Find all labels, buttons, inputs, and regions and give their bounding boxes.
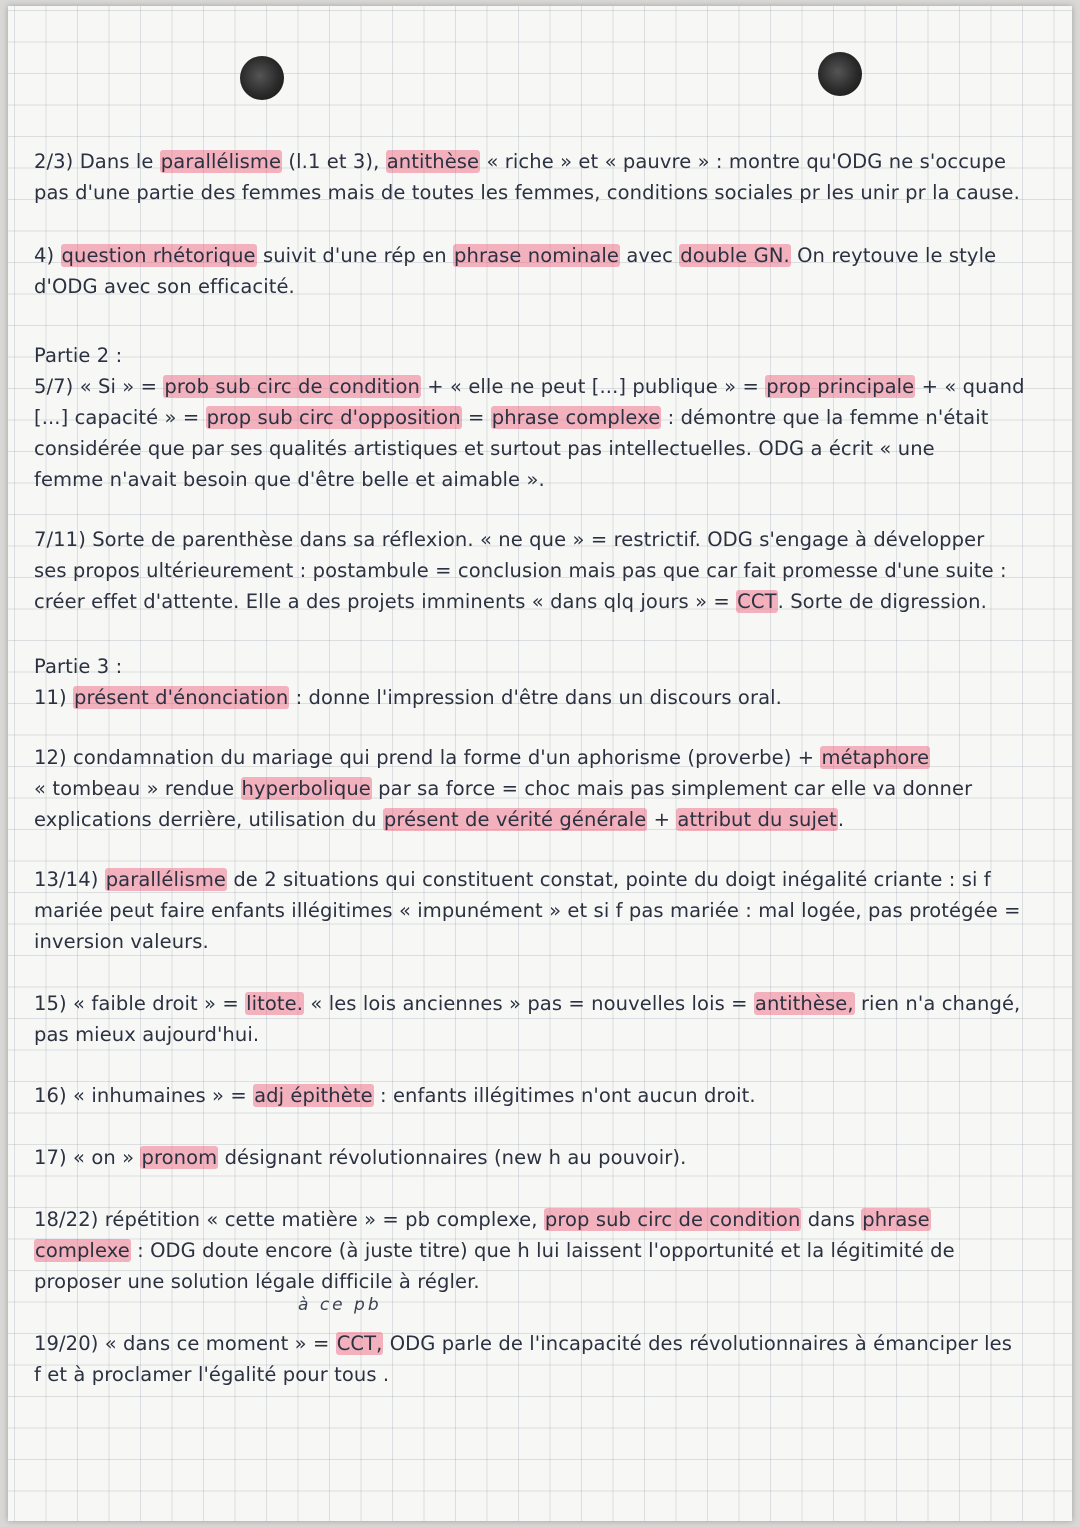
text-line: d'ODG avec son efficacité.: [34, 275, 295, 298]
text: de 2 situations qui constituent constat, pointe du doigt inégalité criante : si f: [227, 868, 991, 891]
highlight: présent de vérité générale: [383, 808, 647, 831]
text: : ODG doute encore (à juste titre) que h lui laissent l'opportunité et la légitimité de: [130, 1239, 955, 1262]
highlight: complexe: [35, 1239, 130, 1262]
text: 19/20) « dans ce moment » =: [34, 1332, 336, 1355]
paragraph-4: [34, 240, 1052, 302]
text: =: [461, 406, 491, 429]
text: 4): [34, 244, 61, 267]
binder-hole-right: [818, 52, 862, 96]
text-line: ses propos ultérieurement : postambule = conclusion mais pas que car fait promesse d'une suite :: [34, 559, 1007, 582]
highlight: CCT,: [336, 1332, 383, 1355]
highlight: antithèse: [386, 150, 480, 173]
text: 18/22) répétition « cette matière » = pb complexe,: [34, 1208, 544, 1231]
text-line: 7/11) Sorte de parenthèse dans sa réflexion. « ne que » = restrictif. ODG s'engage à développer: [34, 528, 985, 551]
highlight: hyperbolique: [241, 777, 371, 800]
text: + « quand: [915, 375, 1025, 398]
text: rien n'a changé,: [854, 992, 1021, 1015]
paragraph-16: [34, 1080, 1052, 1111]
text: On reytouve le style: [790, 244, 997, 267]
text: « riche » et « pauvre » : montre qu'ODG ne s'occupe: [480, 150, 1007, 173]
text: dans: [801, 1208, 862, 1231]
highlight: phrase nominale: [454, 244, 620, 267]
text: : enfants illégitimes n'ont aucun droit.: [373, 1084, 756, 1107]
highlight: prop principale: [766, 375, 915, 398]
text: ODG parle de l'incapacité des révolutionnaires à émanciper les: [383, 1332, 1013, 1355]
section-partie-3: [34, 651, 1052, 713]
text-line: femme n'avait besoin que d'être belle et aimable ».: [34, 468, 545, 491]
text: +: [647, 808, 677, 831]
text: 17) « on »: [34, 1146, 141, 1169]
text: 5/7) « Si » =: [34, 375, 164, 398]
text-line: f et à proclamer l'égalité pour tous .: [34, 1363, 390, 1386]
text-line: pas mieux aujourd'hui.: [34, 1023, 260, 1046]
text: 12) condamnation du mariage qui prend la forme d'un aphorisme (proverbe) +: [34, 746, 821, 769]
highlight: attribut du sujet: [677, 808, 837, 831]
text: .: [837, 808, 845, 831]
text: 13/14): [34, 868, 105, 891]
text: : démontre que la femme n'était: [661, 406, 989, 429]
paragraph-19-20: [34, 1328, 1052, 1390]
text: (l.1 et 3),: [282, 150, 386, 173]
highlight: pronom: [141, 1146, 218, 1169]
text: par sa force = choc mais pas simplement car elle va donner: [371, 777, 973, 800]
text-line: proposer une solution légale difficile à régler.: [34, 1270, 480, 1293]
paragraph-13-14: [34, 864, 1052, 957]
highlight: antithèse,: [754, 992, 854, 1015]
highlight: prop sub circ d'opposition: [206, 406, 461, 429]
section-heading: Partie 3 :: [34, 655, 123, 678]
highlight: parallélisme: [105, 868, 227, 891]
highlight: phrase complexe: [491, 406, 661, 429]
text: « les lois anciennes » pas = nouvelles lois =: [304, 992, 754, 1015]
text: suivit d'une rép en: [256, 244, 454, 267]
highlight: parallélisme: [160, 150, 282, 173]
text: désignant révolutionnaires (new h au pouvoir).: [218, 1146, 687, 1169]
text-line: mariée peut faire enfants illégitimes « impunément » et si f pas mariée : mal logée, pas protégée =: [34, 899, 1021, 922]
text-line: considérée que par ses qualités artistiques et surtout pas intellectuelles. ODG a écrit « une: [34, 437, 935, 460]
text: créer effet d'attente. Elle a des projets imminents « dans qlq jours » =: [34, 590, 737, 613]
text: : donne l'impression d'être dans un discours oral.: [289, 686, 782, 709]
text: + « elle ne peut [...] publique » =: [420, 375, 766, 398]
text-line: pas d'une partie des femmes mais de toutes les femmes, conditions sociales pr les unir pr la cause.: [34, 181, 1020, 204]
notebook-page: [8, 6, 1072, 1521]
highlight: adj épithète: [254, 1084, 373, 1107]
paragraph-15: [34, 988, 1052, 1050]
highlight: double GN.: [680, 244, 790, 267]
section-partie-2: [34, 340, 1052, 495]
handwritten-annotation: à ce pb: [298, 1295, 382, 1315]
highlight: prob sub circ de condition: [164, 375, 420, 398]
highlight: métaphore: [821, 746, 930, 769]
paragraph-12: [34, 742, 1052, 835]
paragraph-7-11: [34, 524, 1052, 617]
paragraph-18-22: [34, 1204, 1052, 1297]
highlight: prop sub circ de condition: [544, 1208, 801, 1231]
text: 16) « inhumaines » =: [34, 1084, 254, 1107]
text: avec: [620, 244, 680, 267]
text: explications derrière, utilisation du: [34, 808, 383, 831]
section-heading: Partie 2 :: [34, 344, 123, 367]
highlight: question rhétorique: [61, 244, 256, 267]
text: 15) « faible droit » =: [34, 992, 246, 1015]
text: 2/3) Dans le: [34, 150, 160, 173]
highlight: litote.: [246, 992, 304, 1015]
text: « tombeau » rendue: [34, 777, 241, 800]
binder-hole-left: [240, 56, 284, 100]
highlight: CCT: [737, 590, 777, 613]
text: [...] capacité » =: [34, 406, 206, 429]
text: . Sorte de digression.: [777, 590, 987, 613]
paragraph-17: [34, 1142, 1052, 1173]
paragraph-2-3: [34, 146, 1052, 208]
text: 11): [34, 686, 74, 709]
highlight: présent d'énonciation: [74, 686, 289, 709]
highlight: phrase: [862, 1208, 930, 1231]
text-line: inversion valeurs.: [34, 930, 209, 953]
